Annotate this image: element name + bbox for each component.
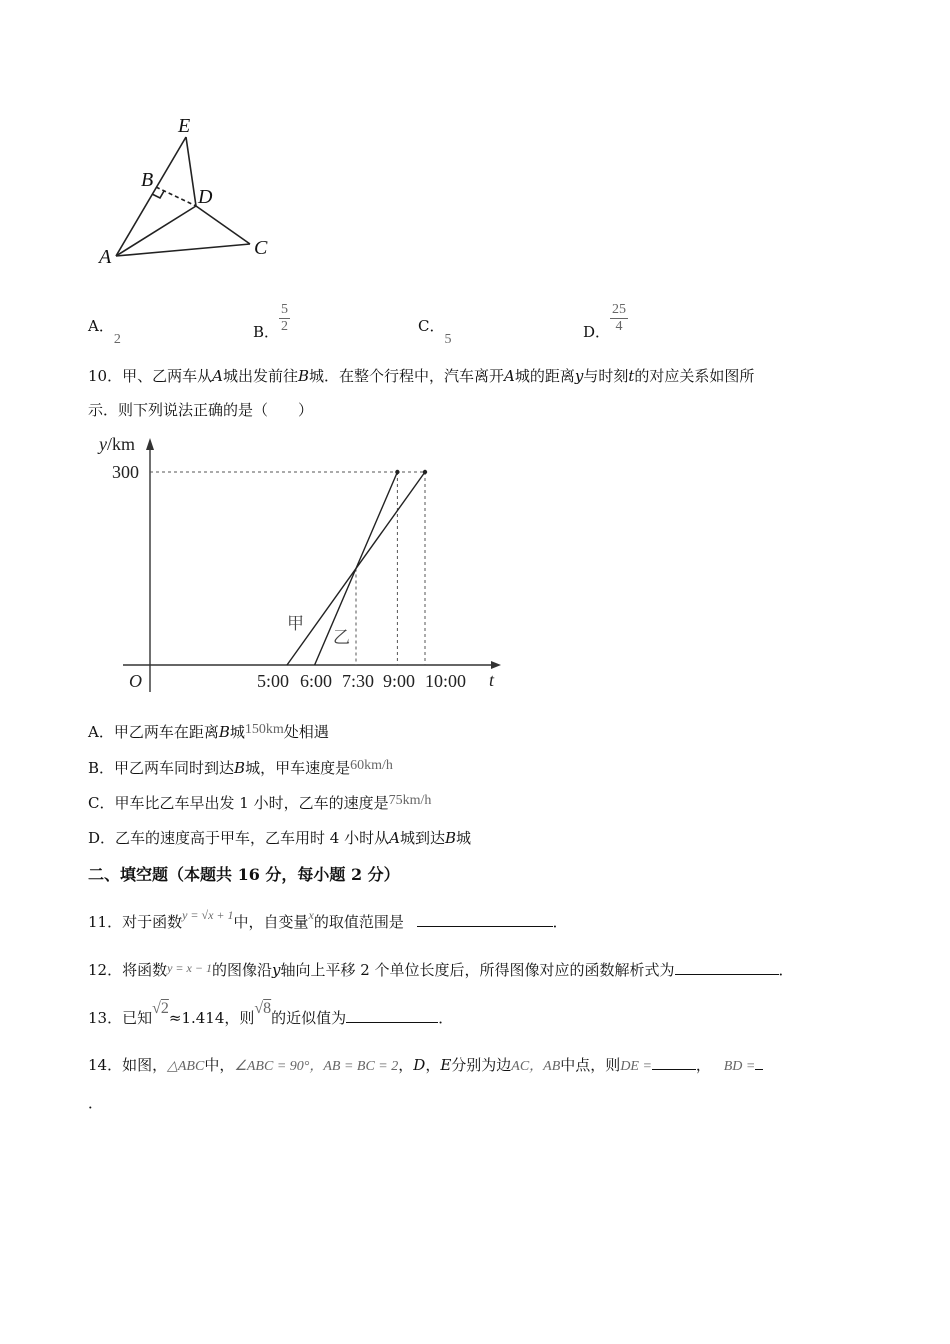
segment-BD-dashed [156, 187, 196, 206]
q10-option-a[interactable]: A．甲乙两车在距离B城150km处相遇 [88, 722, 329, 741]
q9-option-d[interactable]: D． $\frac{25}{4}$ [583, 302, 627, 341]
geometry-figure [90, 110, 290, 275]
q14-de-blank[interactable] [652, 1055, 696, 1070]
label-E: E [178, 115, 191, 137]
q9-option-c[interactable]: C．5 [418, 317, 452, 347]
distance-time-chart [95, 430, 515, 700]
label-A: A [99, 246, 112, 268]
segment-DC [196, 206, 250, 244]
q14-bd-blank[interactable] [755, 1055, 763, 1070]
y-axis-arrow [146, 438, 154, 450]
q12-answer-blank[interactable] [675, 960, 779, 975]
q10-option-b[interactable]: B．甲乙两车同时到达B城，甲车速度是60km/h [88, 758, 393, 777]
segment-AD [116, 206, 196, 256]
label-B: B [141, 169, 154, 191]
origin-label: O [129, 671, 142, 691]
x-tick-label: 5:00 [257, 671, 290, 691]
x-tick-label: 9:00 [383, 671, 416, 691]
x-tick-label: 10:00 [425, 671, 467, 691]
y-axis-label: y/km [99, 434, 136, 454]
fraction: $\frac{5}{2}$ [281, 302, 289, 334]
segment-AC [116, 244, 250, 256]
y-tick-300: 300 [112, 462, 139, 482]
x-axis-label: t [489, 670, 495, 690]
x-tick-label: 7:30 [342, 671, 375, 691]
q14-trailing-dot: ． [88, 1094, 104, 1112]
label-C: C [254, 237, 268, 259]
section-2-heading: 二、填空题（本题共 16 分，每小题 2 分） [88, 865, 400, 884]
series-endpoint [424, 471, 427, 474]
x-tick-label: 6:00 [300, 671, 333, 691]
series-label-jia: 甲 [287, 614, 304, 633]
q9-option-b[interactable]: B． $\frac{5}{2}$ [253, 302, 289, 341]
q13: 13．已知√2≈1.414，则√8的近似值为 ． [88, 1000, 454, 1027]
label-D: D [198, 186, 213, 208]
q11: 11．对于函数$^{y = √x + 1}$中，自变量$^x$的取值范围是 ． [88, 908, 568, 931]
sqrt-8: √8 [254, 1000, 272, 1017]
q11-answer-blank[interactable] [417, 912, 553, 927]
q12: 12．将函数$^{y = x - 1}$的图像沿y轴向上平移 2 个单位长度后，所得图像对应的函数解析式为 ． [88, 961, 794, 979]
segment-ED [186, 137, 196, 206]
q13-answer-blank[interactable] [346, 1008, 438, 1023]
series-label-yi: 乙 [333, 628, 350, 647]
q10-option-d[interactable]: D．乙车的速度高于甲车，乙车用时 4 小时从A城到达B城 [88, 829, 472, 847]
q9-option-a[interactable]: A．2 [88, 317, 121, 347]
sqrt-2: √2 [152, 1000, 169, 1017]
q14: 14．如图，△ABC中，∠ABC = 90°，AB = BC = 2，D，E分别为边AC，AB中点，则DE = ， BD = [88, 1055, 763, 1077]
q10-stem-line2: 示．则下列说法正确的是（ ） [88, 401, 314, 419]
q10-stem-line1: 10．甲、乙两车从A城出发前往B城．在整个行程中，汽车离开A城的距离y与时刻t的对应关系如图所 [88, 367, 755, 385]
fraction: $\frac{25}{4}$ [612, 302, 627, 334]
x-axis-arrow [491, 661, 501, 669]
series-endpoint [396, 471, 399, 474]
q10-option-c[interactable]: C．甲车比乙车早出发 1 小时，乙车的速度是75km/h [88, 793, 432, 812]
